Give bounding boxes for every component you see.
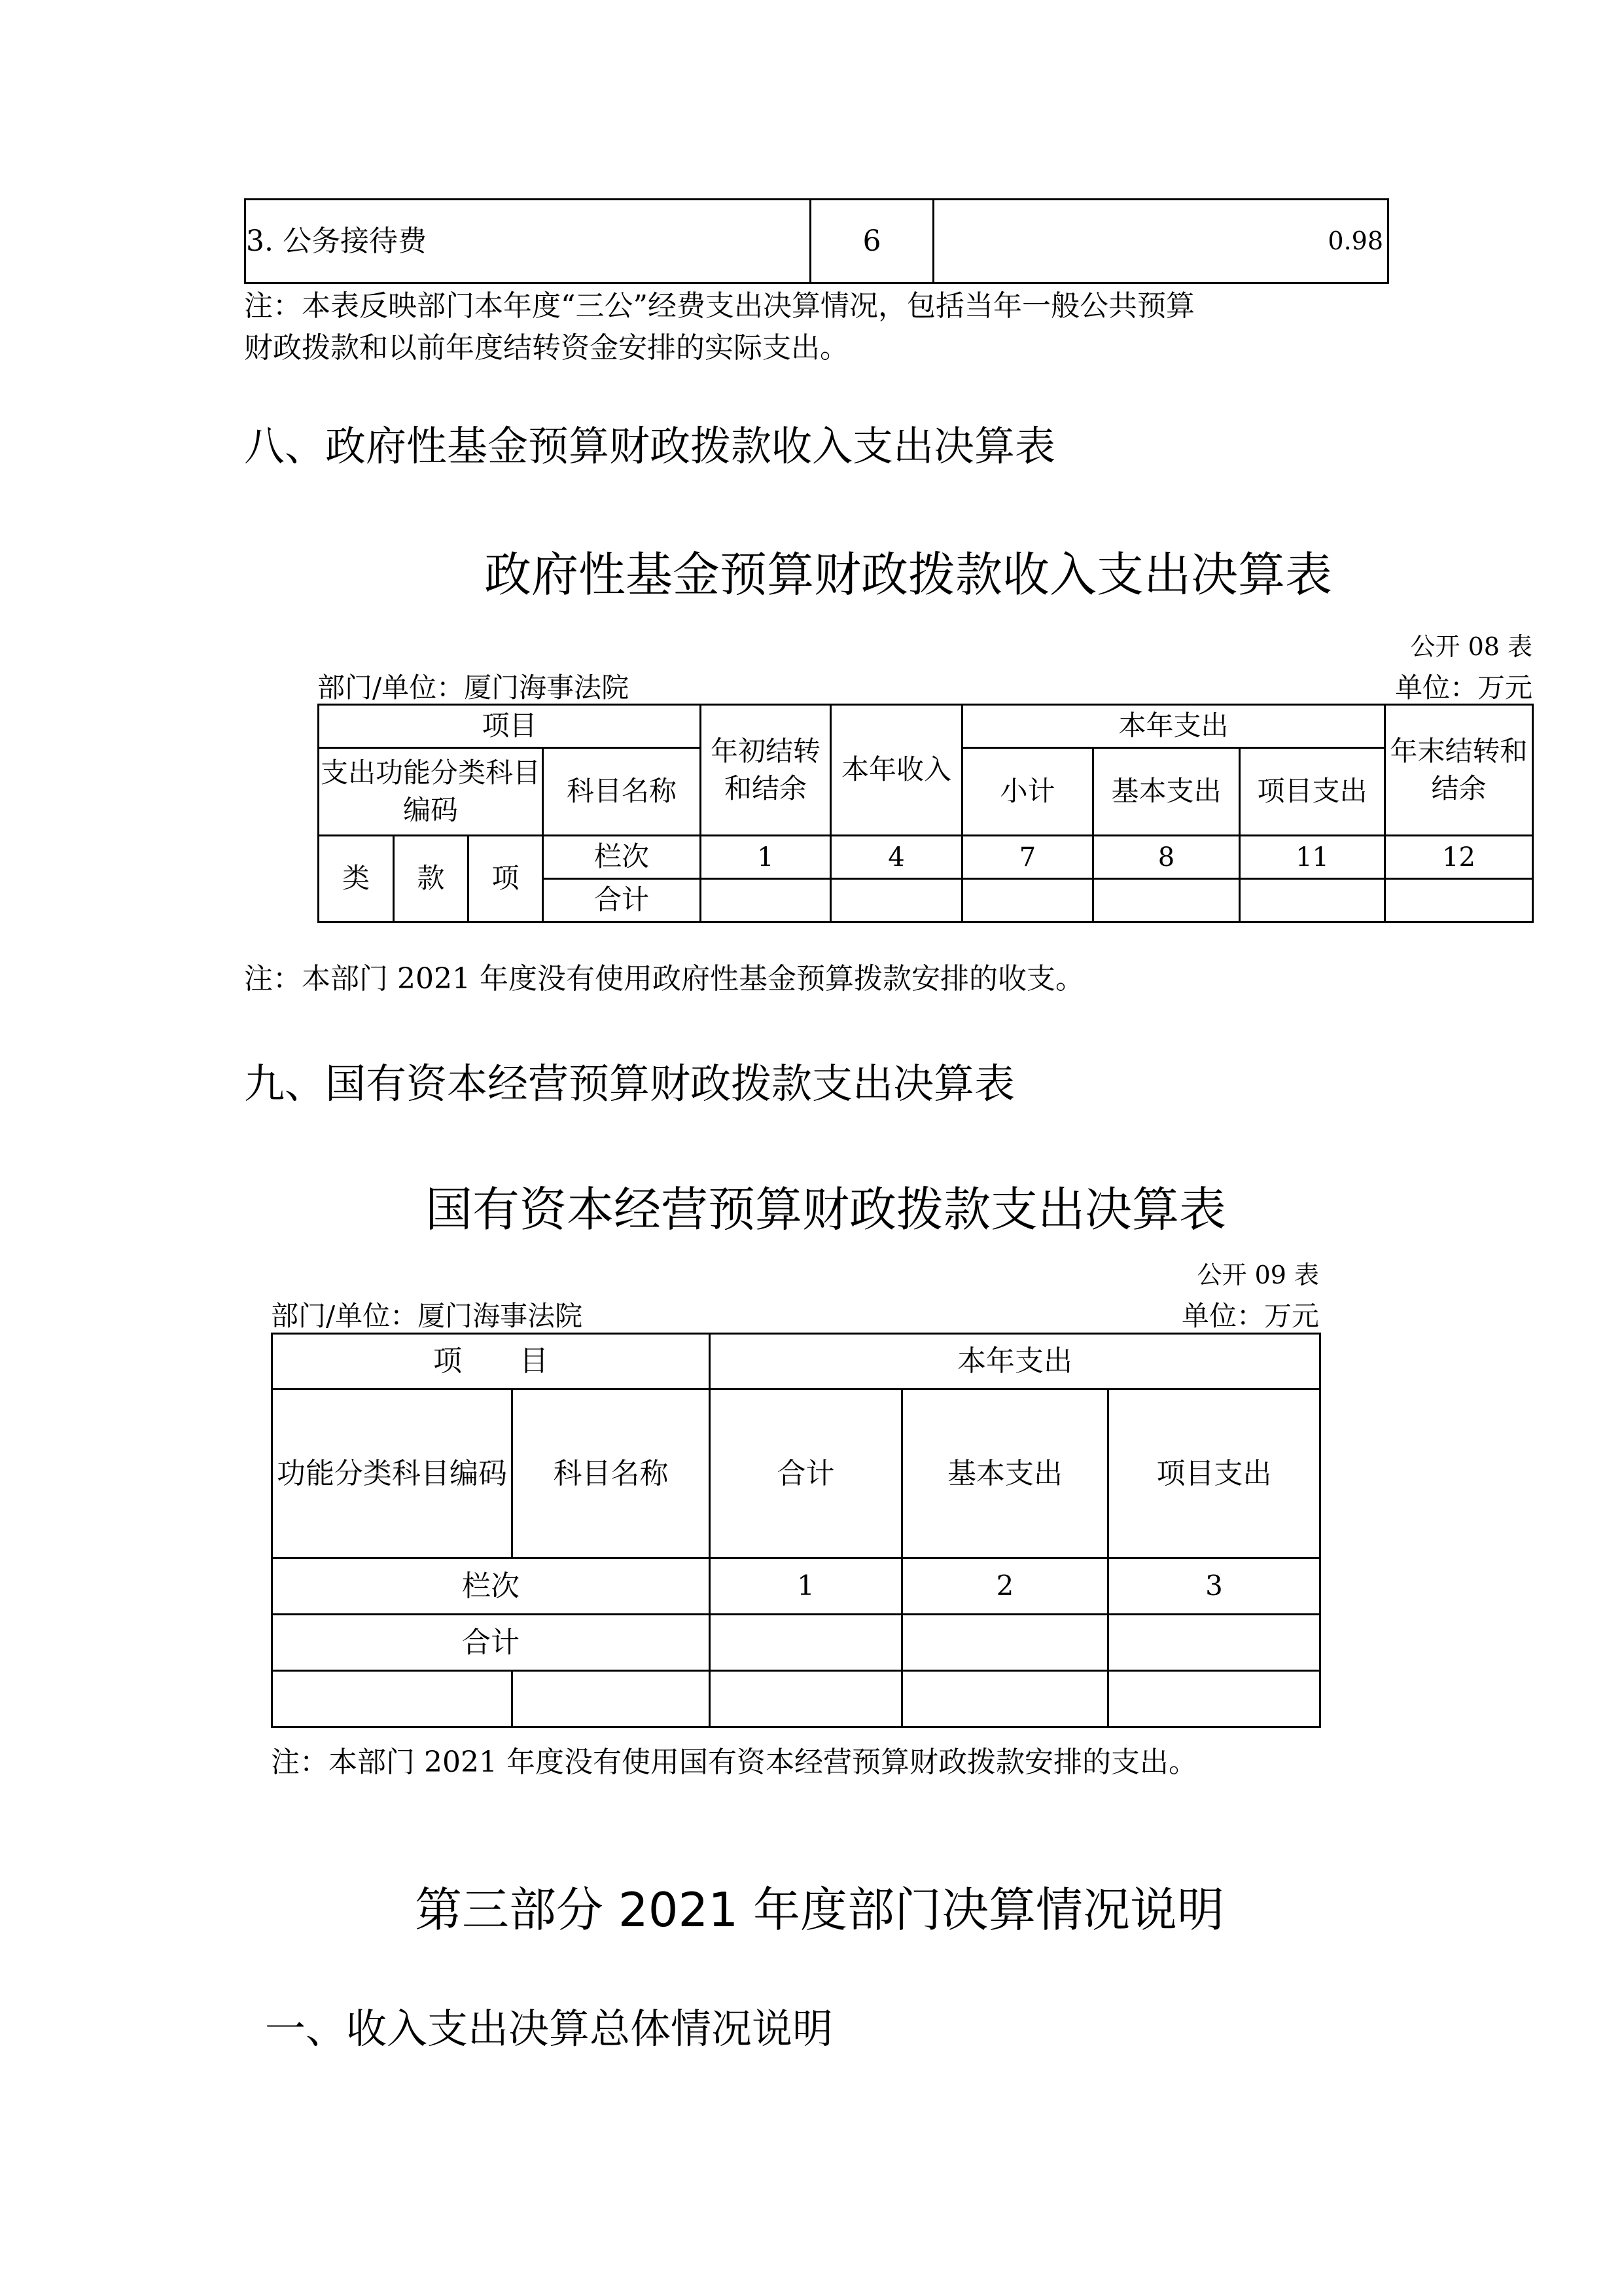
- s9-row-lanci: 栏次: [272, 1558, 710, 1615]
- s9-col-number: 3: [1108, 1558, 1320, 1615]
- s9-header-expense: 本年支出: [710, 1334, 1320, 1390]
- s8-col-number: 11: [1240, 836, 1385, 879]
- s8-header-subject: 科目名称: [543, 748, 701, 836]
- section8-dept: 部门/单位：厦门海事法院: [317, 672, 629, 704]
- section8-title: 政府性基金预算财政拨款收入支出决算表: [484, 547, 1333, 602]
- section8-note: 注：本部门 2021 年度没有使用政府性基金预算拨款安排的收支。: [244, 962, 1084, 996]
- s8-empty-cell: [701, 879, 831, 922]
- row-value: 0.98: [934, 200, 1388, 283]
- s8-empty-cell: [831, 879, 962, 922]
- section9-heading: 九、国有资本经营预算财政拨款支出决算表: [244, 1060, 1015, 1107]
- s8-col-number: 8: [1093, 836, 1240, 879]
- s9-empty-cell: [902, 1615, 1108, 1671]
- s8-kuan: 款: [394, 836, 468, 922]
- s9-empty-cell: [1108, 1671, 1320, 1727]
- section8-unit: 单位：万元: [1394, 672, 1532, 704]
- s9-empty-cell: [272, 1671, 512, 1727]
- s8-header-expense: 本年支出: [962, 705, 1385, 748]
- section9-unit: 单位：万元: [1181, 1300, 1319, 1332]
- s8-header-subtotal: 小计: [962, 748, 1093, 836]
- s9-col-number: 2: [902, 1558, 1108, 1615]
- s8-row-lanci: 栏次: [543, 836, 701, 879]
- s8-header-item: 项目: [319, 705, 701, 748]
- s8-empty-cell: [1240, 879, 1385, 922]
- top-note-line2: 财政拨款和以前年度结转资金安排的实际支出。: [244, 331, 849, 365]
- s8-header-end: 年末结转和结余: [1385, 705, 1533, 836]
- top-note-line1: 注：本表反映部门本年度“三公”经费支出决算情况，包括当年一般公共预算: [244, 289, 1195, 323]
- s9-empty-cell: [710, 1615, 902, 1671]
- s8-empty-cell: [1385, 879, 1533, 922]
- section8-table: [317, 704, 1534, 923]
- s8-header-income: 本年收入: [831, 705, 962, 836]
- s9-empty-cell: [1108, 1615, 1320, 1671]
- s9-header-item: 项 目: [272, 1334, 710, 1390]
- s9-empty-cell: [512, 1671, 710, 1727]
- section8-heading: 八、政府性基金预算财政拨款收入支出决算表: [244, 422, 1056, 470]
- s8-empty-cell: [962, 879, 1093, 922]
- s9-empty-cell: [710, 1671, 902, 1727]
- s8-col-number: 4: [831, 836, 962, 879]
- section9-table: [271, 1333, 1321, 1728]
- section9-form-code: 公开 09 表: [1197, 1261, 1319, 1289]
- s9-col-number: 1: [710, 1558, 902, 1615]
- row-label: 3. 公务接待费: [245, 200, 811, 283]
- s8-row-total: 合计: [543, 879, 701, 922]
- section9-note: 注：本部门 2021 年度没有使用国有资本经营预算财政拨款安排的支出。: [271, 1746, 1197, 1779]
- s8-header-project: 项目支出: [1240, 748, 1385, 836]
- s8-lei: 类: [319, 836, 394, 922]
- section9-dept: 部门/单位：厦门海事法院: [271, 1300, 583, 1332]
- s8-col-number: 7: [962, 836, 1093, 879]
- s9-row-total: 合计: [272, 1615, 710, 1671]
- s9-header-subject: 科目名称: [512, 1390, 710, 1558]
- row-number: 6: [811, 200, 934, 283]
- three-public-table: [244, 198, 1389, 284]
- s8-header-basic: 基本支出: [1093, 748, 1240, 836]
- s9-header-basic: 基本支出: [902, 1390, 1108, 1558]
- s9-empty-cell: [902, 1671, 1108, 1727]
- s9-header-total: 合计: [710, 1390, 902, 1558]
- section8-form-code: 公开 08 表: [1410, 632, 1532, 661]
- part3-title: 第三部分 2021 年度部门决算情况说明: [415, 1882, 1225, 1937]
- part3-sub1: 一、收入支出决算总体情况说明: [265, 2005, 834, 2053]
- s8-col-number: 12: [1385, 836, 1533, 879]
- s9-header-project: 项目支出: [1108, 1390, 1320, 1558]
- s8-header-begin: 年初结转和结余: [701, 705, 831, 836]
- section9-title: 国有资本经营预算财政拨款支出决算表: [425, 1182, 1227, 1237]
- s9-header-func-code: 功能分类科目编码: [272, 1390, 512, 1558]
- s8-header-func-code: 支出功能分类科目编码: [319, 748, 543, 836]
- s8-empty-cell: [1093, 879, 1240, 922]
- s8-col-number: 1: [701, 836, 831, 879]
- s8-xiang: 项: [468, 836, 543, 922]
